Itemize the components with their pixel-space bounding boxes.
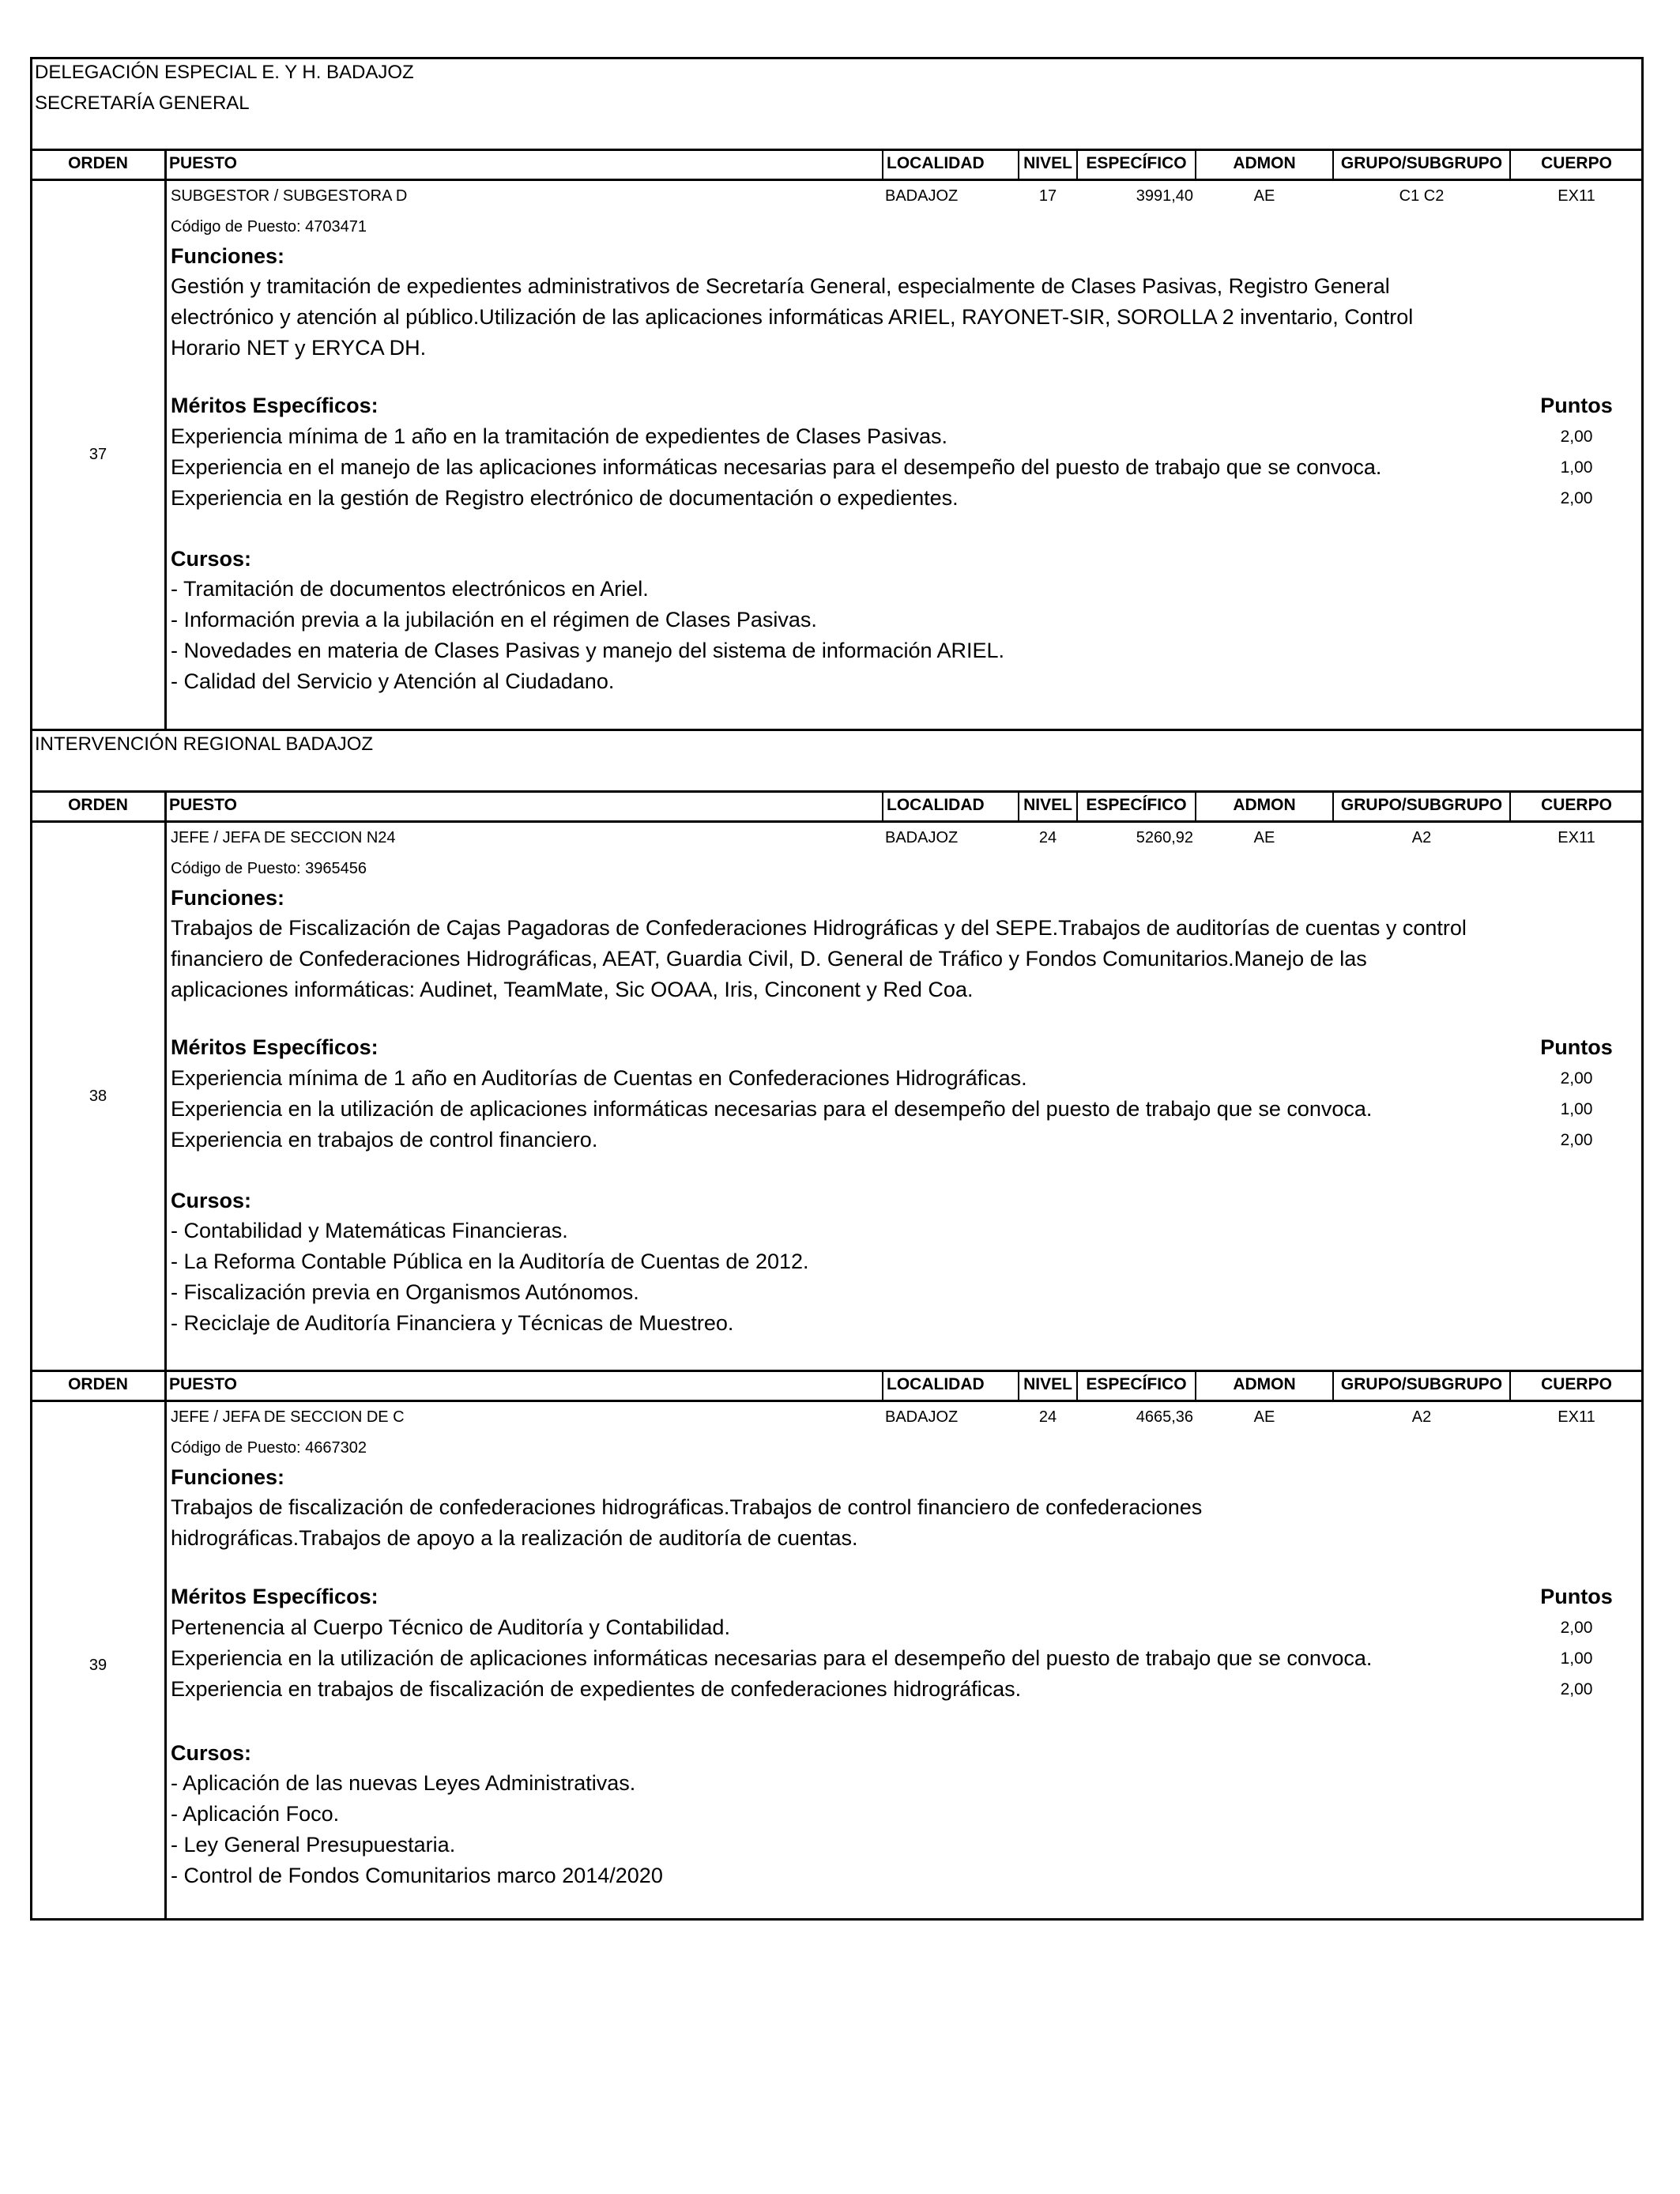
merito-puntos: 2,00 — [1560, 1680, 1593, 1698]
merito-item: Experiencia en trabajos de control financiero. — [171, 1128, 598, 1152]
rule — [30, 179, 1644, 181]
header-separator — [1076, 790, 1078, 820]
header-admon: ADMON — [1233, 154, 1296, 172]
merito-puntos: 1,00 — [1560, 458, 1593, 477]
curso-item: - Contabilidad y Matemáticas Financieras. — [171, 1219, 568, 1242]
header-separator — [1509, 790, 1511, 820]
merito-puntos: 1,00 — [1560, 1100, 1593, 1118]
merito-item: Experiencia en el manejo de las aplicaciones informáticas necesarias para el desempeño del puesto de trabajo que se convoca. — [171, 455, 1382, 479]
merito-puntos: 2,00 — [1560, 428, 1593, 446]
codigo-puesto: Código de Puesto: 3965456 — [171, 860, 367, 877]
header-nivel: NIVEL — [1023, 154, 1072, 172]
header-cuerpo: CUERPO — [1541, 1375, 1612, 1393]
header-separator — [882, 149, 883, 179]
header-cuerpo: CUERPO — [1541, 154, 1612, 172]
header-nivel: NIVEL — [1023, 796, 1072, 814]
header-localidad: LOCALIDAD — [887, 154, 985, 172]
curso-item: - Tramitación de documentos electrónicos en Ariel. — [171, 577, 649, 601]
curso-item: - Novedades en materia de Clases Pasivas y manejo del sistema de información ARIEL. — [171, 639, 1005, 662]
header-puesto: PUESTO — [169, 796, 237, 814]
merito-item: Pertenencia al Cuerpo Técnico de Auditoría y Contabilidad. — [171, 1615, 730, 1639]
nivel-value: 17 — [1038, 187, 1057, 205]
merito-item: Experiencia mínima de 1 año en Auditorías de Cuentas en Confederaciones Hidrográficas. — [171, 1066, 1027, 1090]
curso-item: - La Reforma Contable Pública en la Auditoría de Cuentas de 2012. — [171, 1250, 809, 1273]
header-grupo: GRUPO/SUBGRUPO — [1340, 796, 1503, 814]
header-orden: ORDEN — [68, 796, 128, 814]
orden-number: 38 — [89, 1088, 107, 1105]
funciones-title: Funciones: — [171, 886, 285, 910]
merito-item: Experiencia en la gestión de Registro electrónico de documentación o expedientes. — [171, 486, 959, 510]
header-localidad: LOCALIDAD — [887, 1375, 985, 1393]
codigo-puesto: Código de Puesto: 4703471 — [171, 218, 367, 236]
orden-number: 37 — [89, 446, 107, 463]
rule — [30, 820, 1644, 823]
puntos-title: Puntos — [1540, 394, 1613, 417]
localidad-value: BADAJOZ — [885, 187, 959, 205]
nivel-value: 24 — [1038, 829, 1057, 846]
header-orden: ORDEN — [68, 154, 128, 172]
header-separator — [1076, 149, 1078, 179]
funciones-title: Funciones: — [171, 1465, 285, 1489]
grupo-value: C1 C2 — [1399, 187, 1445, 205]
header-puesto: PUESTO — [169, 1375, 237, 1393]
header-separator — [1332, 1370, 1334, 1400]
merito-puntos: 2,00 — [1560, 1619, 1593, 1637]
funciones-title: Funciones: — [171, 244, 285, 268]
curso-item: - Calidad del Servicio y Atención al Ciudadano. — [171, 669, 615, 693]
cursos-title: Cursos: — [171, 1189, 252, 1212]
puesto-name: JEFE / JEFA DE SECCION DE C — [171, 1408, 405, 1426]
grupo-value: A2 — [1411, 829, 1432, 846]
funciones-text: Trabajos de fiscalización de confederaciones hidrográficas.Trabajos de control financiero de confederaciones hidrográficas.Trabajos de apoyo a la realización de auditoría de cuentas. — [171, 1495, 1203, 1550]
cuerpo-value: EX11 — [1558, 187, 1595, 205]
header-grupo: GRUPO/SUBGRUPO — [1340, 154, 1503, 172]
admon-value: AE — [1253, 1408, 1275, 1426]
merito-puntos: 2,00 — [1560, 489, 1593, 507]
cuerpo-value: EX11 — [1558, 1408, 1595, 1426]
header-separator — [1195, 1370, 1196, 1400]
unit-subname: SECRETARÍA GENERAL — [35, 92, 250, 114]
merito-puntos: 2,00 — [1560, 1069, 1593, 1088]
header-separator — [1332, 790, 1334, 820]
grupo-value: A2 — [1411, 1408, 1432, 1426]
curso-item: - Información previa a la jubilación en el régimen de Clases Pasivas. — [171, 608, 817, 631]
nivel-value: 24 — [1038, 1408, 1057, 1426]
column-rule — [164, 149, 167, 729]
header-separator — [1195, 790, 1196, 820]
merito-puntos: 1,00 — [1560, 1649, 1593, 1668]
header-orden: ORDEN — [68, 1375, 128, 1393]
merito-item: Experiencia mínima de 1 año en la tramitación de expedientes de Clases Pasivas. — [171, 424, 948, 448]
header-especifico: ESPECÍFICO — [1086, 796, 1187, 814]
rule — [30, 729, 1644, 731]
merito-item: Experiencia en la utilización de aplicaciones informáticas necesarias para el desempeño del puesto de trabajo que se convoca. — [171, 1646, 1373, 1670]
especifico-value: 5260,92 — [1136, 829, 1193, 846]
especifico-value: 3991,40 — [1136, 187, 1193, 205]
merito-item: Experiencia en trabajos de fiscalización de expedientes de confederaciones hidrográficas. — [171, 1677, 1022, 1701]
funciones-text: Gestión y tramitación de expedientes administrativos de Secretaría General, especialmente de Clases Pasivas, Registro General electrónico y atención al público.Utilización de las aplicaciones informáticas ARIEL, RAYONET-SIR, SOROLLA 2 inventario, Control Horario NET y ERYCA DH. — [171, 274, 1414, 360]
funciones-text: Trabajos de Fiscalización de Cajas Pagadoras de Confederaciones Hidrográficas y del SEPE.Trabajos de auditorías de cuentas y control financiero de Confederaciones Hidrográficas, AEAT, Guardia Civil, D. General de Tráfico y Fondos Comunitarios.Manejo de las aplicaciones informáticas: Audinet, TeamMate, Sic OOAA, Iris, Cinconent y Red Coa. — [171, 916, 1467, 1001]
localidad-value: BADAJOZ — [885, 1408, 959, 1426]
cursos-title: Cursos: — [171, 1741, 252, 1765]
puntos-title: Puntos — [1540, 1035, 1613, 1059]
header-separator — [1018, 790, 1019, 820]
header-especifico: ESPECÍFICO — [1086, 1375, 1187, 1393]
header-puesto: PUESTO — [169, 154, 237, 172]
puesto-name: SUBGESTOR / SUBGESTORA D — [171, 187, 408, 205]
cursos-title: Cursos: — [171, 547, 252, 571]
header-separator — [1018, 1370, 1019, 1400]
header-grupo: GRUPO/SUBGRUPO — [1340, 1375, 1503, 1393]
header-separator — [1076, 1370, 1078, 1400]
puntos-title: Puntos — [1540, 1585, 1613, 1608]
orden-number: 39 — [89, 1657, 107, 1674]
curso-item: - Aplicación de las nuevas Leyes Administrativas. — [171, 1771, 636, 1795]
puesto-name: JEFE / JEFA DE SECCION N24 — [171, 829, 396, 846]
header-separator — [1195, 149, 1196, 179]
header-nivel: NIVEL — [1023, 1375, 1072, 1393]
curso-item: - Ley General Presupuestaria. — [171, 1833, 456, 1857]
curso-item: - Reciclaje de Auditoría Financiera y Técnicas de Muestreo. — [171, 1311, 734, 1335]
header-separator — [882, 1370, 883, 1400]
column-rule — [164, 790, 167, 1921]
unit-name: INTERVENCIÓN REGIONAL BADAJOZ — [35, 733, 374, 755]
header-cuerpo: CUERPO — [1541, 796, 1612, 814]
localidad-value: BADAJOZ — [885, 829, 959, 846]
meritos-title: Méritos Específicos: — [171, 394, 379, 417]
header-separator — [1509, 149, 1511, 179]
admon-value: AE — [1253, 187, 1275, 205]
merito-puntos: 2,00 — [1560, 1131, 1593, 1149]
cuerpo-value: EX11 — [1558, 829, 1595, 846]
meritos-title: Méritos Específicos: — [171, 1585, 379, 1608]
codigo-puesto: Código de Puesto: 4667302 — [171, 1439, 367, 1457]
curso-item: - Aplicación Foco. — [171, 1802, 340, 1826]
header-admon: ADMON — [1233, 796, 1296, 814]
header-separator — [882, 790, 883, 820]
merito-item: Experiencia en la utilización de aplicaciones informáticas necesarias para el desempeño del puesto de trabajo que se convoca. — [171, 1097, 1373, 1121]
especifico-value: 4665,36 — [1136, 1408, 1193, 1426]
curso-item: - Control de Fondos Comunitarios marco 2014/2020 — [171, 1864, 663, 1887]
admon-value: AE — [1253, 829, 1275, 846]
meritos-title: Méritos Específicos: — [171, 1035, 379, 1059]
rule — [30, 1400, 1644, 1402]
header-admon: ADMON — [1233, 1375, 1296, 1393]
header-separator — [1332, 149, 1334, 179]
header-separator — [1509, 1370, 1511, 1400]
unit-name: DELEGACIÓN ESPECIAL E. Y H. BADAJOZ — [35, 62, 414, 83]
curso-item: - Fiscalización previa en Organismos Autónomos. — [171, 1280, 639, 1304]
header-separator — [1018, 149, 1019, 179]
header-localidad: LOCALIDAD — [887, 796, 985, 814]
header-especifico: ESPECÍFICO — [1086, 154, 1187, 172]
